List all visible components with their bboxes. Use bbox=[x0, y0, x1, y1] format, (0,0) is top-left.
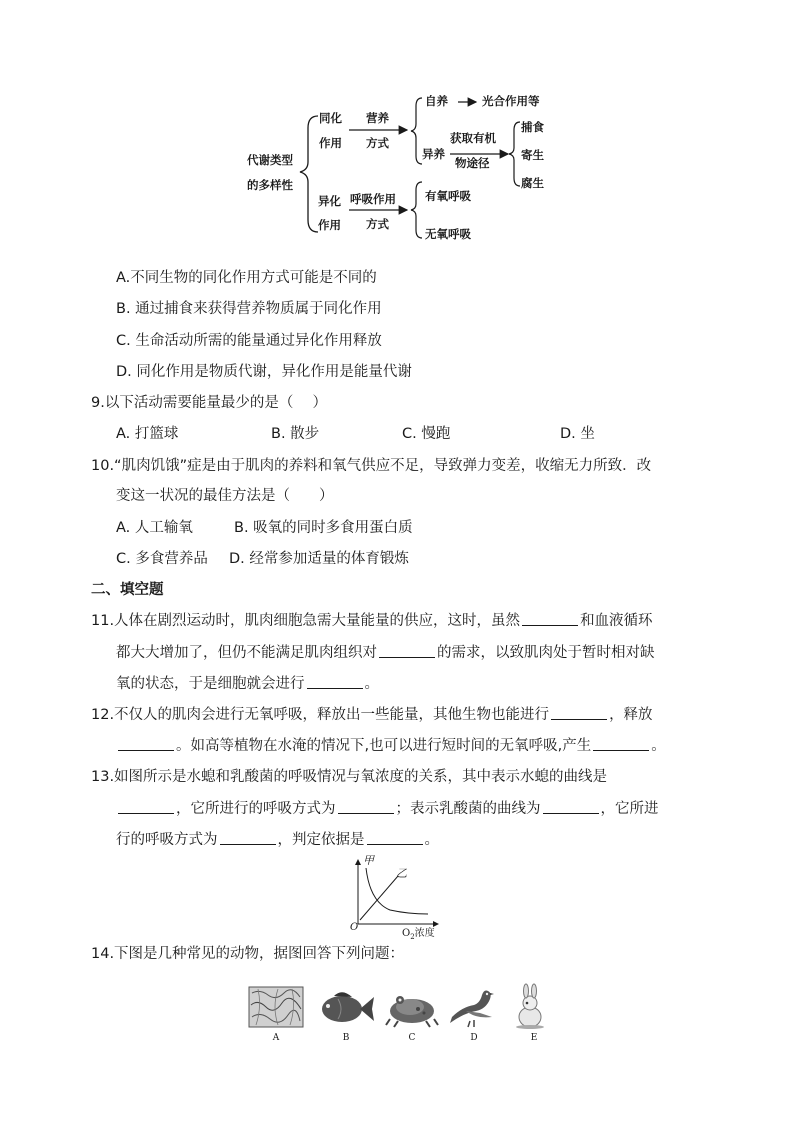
rock-icon bbox=[248, 985, 304, 1029]
q8-option-d: D. 同化作用是物质代谢，异化作用是能量代谢 bbox=[116, 364, 412, 380]
q10-stem-line2: 变这一状况的最佳方法是（ ） bbox=[116, 488, 334, 504]
heterotroph-label: 异养 bbox=[422, 147, 445, 161]
section-title: 二、填空题 bbox=[91, 582, 164, 598]
frog-icon bbox=[384, 985, 440, 1029]
rabbit-icon bbox=[506, 985, 562, 1029]
animal-e-caption: E bbox=[530, 1033, 538, 1043]
nutrition-line1: 营养 bbox=[366, 111, 389, 125]
animal-e-image bbox=[506, 985, 562, 1029]
animal-b-caption: B bbox=[342, 1033, 350, 1043]
q11-line1: 11.人体在剧烈运动时，肌肉细胞急需大量能量的供应，这时，虽然 和血液循环 bbox=[91, 613, 653, 629]
q12-line2: 。如高等植物在水淹的情况下,也可以进行短时间的无氧呼吸,产生 。 bbox=[116, 736, 666, 756]
parasitism-label: 寄生 bbox=[521, 148, 544, 162]
root-line1: 代谢类型 bbox=[247, 153, 293, 167]
origin-label: O bbox=[350, 922, 359, 933]
animal-c-image bbox=[384, 985, 440, 1029]
q10-option-d: D. 经常参加适量的体育锻炼 bbox=[229, 551, 409, 567]
animal-a-caption: A bbox=[272, 1033, 280, 1043]
curve-yi-label: 乙 bbox=[396, 867, 407, 880]
q9-option-a: A. 打篮球 bbox=[116, 426, 179, 442]
q8-option-c: C. 生命活动所需的能量通过异化作用释放 bbox=[116, 333, 382, 349]
animal-d-caption: D bbox=[470, 1033, 478, 1043]
q10-option-a: A. 人工输氧 bbox=[116, 520, 193, 536]
dissim-line1: 异化 bbox=[318, 194, 341, 208]
assim-line1: 同化 bbox=[319, 111, 342, 125]
q9-option-c: C. 慢跑 bbox=[402, 426, 451, 442]
respiration-line2: 方式 bbox=[366, 217, 389, 231]
animal-a-image bbox=[248, 985, 304, 1029]
saprophytism-label: 腐生 bbox=[521, 176, 544, 190]
q13-line3: 行的呼吸方式为 ，判定依据是 。 bbox=[116, 832, 439, 848]
fish-icon bbox=[318, 985, 374, 1029]
q13-line2: ，它所进行的呼吸方式为 ；表示乳酸菌的曲线为 ，它所进 bbox=[116, 799, 659, 819]
animal-c-caption: C bbox=[408, 1033, 416, 1043]
respiration-line1: 呼吸作用 bbox=[350, 192, 396, 206]
photosynthesis-label: 光合作用等 bbox=[482, 94, 540, 108]
nutrition-line2: 方式 bbox=[366, 136, 389, 150]
q9-option-d: D. 坐 bbox=[560, 426, 595, 442]
q8-option-a: A.不同生物的同化作用方式可能是不同的 bbox=[116, 270, 377, 286]
q10-option-b: B. 吸氧的同时多食用蛋白质 bbox=[234, 520, 413, 536]
obtain-line1: 获取有机 bbox=[450, 131, 496, 145]
q11-line3: 氧的状态，于是细胞就会进行 。 bbox=[116, 676, 379, 692]
q9-stem: 9.以下活动需要能量最少的是（ ） bbox=[91, 395, 327, 411]
q9-option-b: B. 散步 bbox=[271, 426, 320, 442]
x-axis-label: $O_2$浓度 bbox=[402, 928, 435, 941]
q10-option-c: C. 多食营养品 bbox=[116, 551, 208, 567]
q11-line2: 都大大增加了，但仍不能满足肌肉组织对 的需求，以致肌肉处于暂时相对缺 bbox=[116, 645, 655, 661]
predation-label: 捕食 bbox=[521, 120, 544, 134]
autotroph-label: 自养 bbox=[425, 94, 448, 108]
q12-line1: 12.不仅人的肌肉会进行无氧呼吸，释放出一些能量，其他生物也能进行 ，释放 bbox=[91, 707, 653, 723]
curve-jia-label: 甲 bbox=[363, 854, 374, 867]
root-line2: 的多样性 bbox=[247, 178, 293, 192]
animal-b-image bbox=[318, 985, 374, 1029]
assim-line2: 作用 bbox=[319, 136, 342, 150]
pigeon-icon bbox=[446, 985, 502, 1029]
q14-stem: 14.下图是几种常见的动物，据图回答下列问题： bbox=[91, 946, 405, 962]
aerobic-label: 有氧呼吸 bbox=[425, 189, 471, 203]
obtain-line2: 物途径 bbox=[455, 156, 490, 170]
dissim-line2: 作用 bbox=[318, 218, 341, 232]
anaerobic-label: 无氧呼吸 bbox=[425, 227, 471, 241]
curve-yi bbox=[360, 876, 398, 920]
q8-option-b: B. 通过捕食来获得营养物质属于同化作用 bbox=[116, 301, 382, 317]
q10-stem-line1: 10.“肌肉饥饿”症是由于肌肉的养料和氧气供应不足，导致弹力变差，收缩无力所致．改 bbox=[91, 458, 652, 474]
q13-line1: 13.如图所示是水螅和乳酸菌的呼吸情况与氧浓度的关系，其中表示水螅的曲线是 bbox=[91, 769, 608, 785]
animal-d-image bbox=[446, 985, 502, 1029]
